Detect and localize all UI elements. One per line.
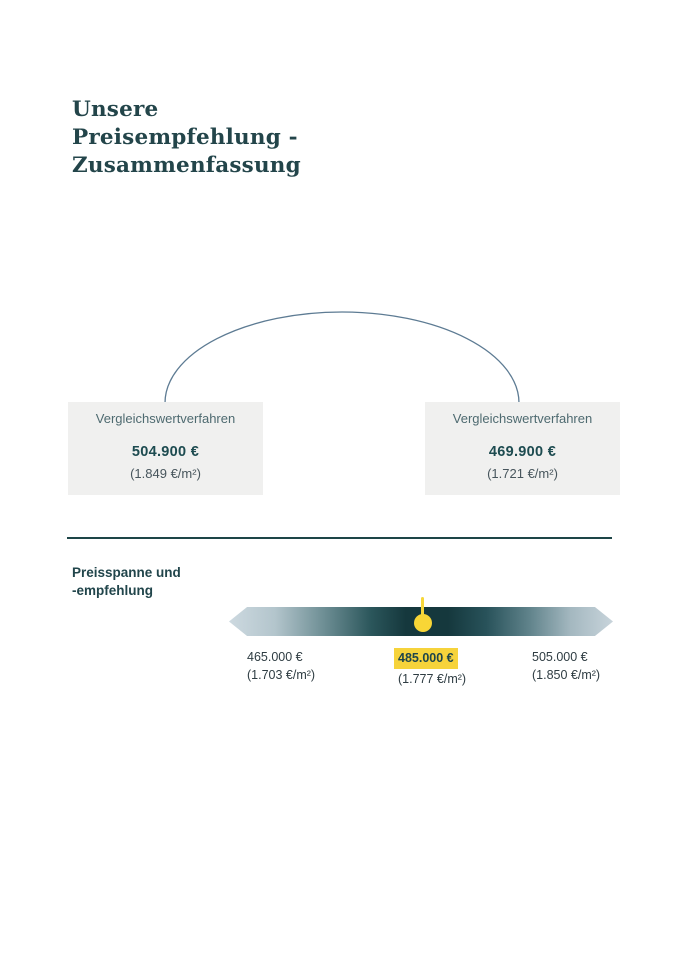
recommendation-marker-icon	[414, 614, 432, 632]
connector-arc	[163, 309, 521, 405]
page-title-line-1: Unsere	[72, 97, 159, 122]
page-title	[72, 96, 301, 180]
scale-label-max	[532, 648, 600, 684]
valuation-price-per-sqm: (1.721 €/m²)	[487, 466, 558, 481]
price-range-heading-line-2: -empfehlung	[72, 583, 153, 598]
recommended-price-highlight: 485.000 €	[394, 648, 458, 669]
section-divider	[67, 537, 612, 539]
price-range-heading-line-1: Preisspanne und	[72, 565, 181, 580]
page-title-line-2: Preisempfehlung -	[72, 125, 298, 150]
max-price: 505.000 €	[532, 650, 588, 664]
valuation-price: 469.900 €	[488, 444, 557, 460]
price-range-heading	[72, 564, 181, 600]
page-title-line-3: Zusammenfassung	[72, 153, 301, 178]
min-price-per-sqm: (1.703 €/m²)	[247, 668, 316, 682]
min-price: 465.000 €	[247, 650, 303, 664]
recommended-price-per-sqm: (1.777 €/m²)	[398, 672, 467, 686]
valuation-price-per-sqm: (1.849 €/m²)	[130, 466, 201, 481]
valuation-box-right	[425, 402, 620, 495]
valuation-method-label: Vergleichswertverfahren	[452, 411, 593, 426]
scale-label-min	[247, 648, 315, 684]
valuation-price: 504.900 €	[131, 444, 200, 460]
valuation-box-left	[68, 402, 263, 495]
max-price-per-sqm: (1.850 €/m²)	[532, 668, 601, 682]
scale-label-recommended	[398, 648, 466, 688]
valuation-method-label: Vergleichswertverfahren	[95, 411, 236, 426]
